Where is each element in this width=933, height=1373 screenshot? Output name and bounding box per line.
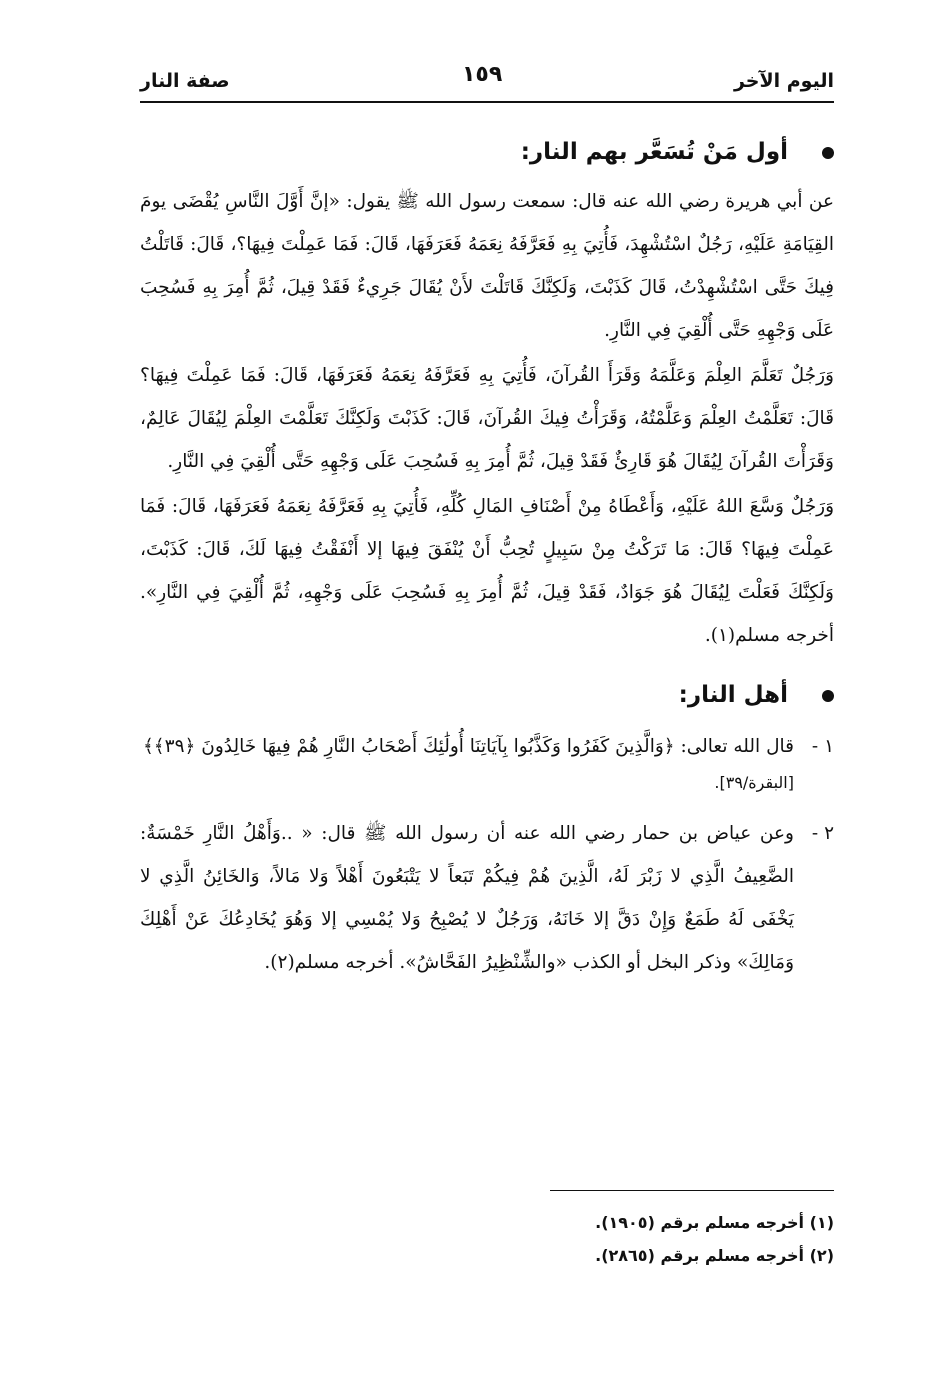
- running-header: [140, 62, 834, 98]
- footnote-divider: [550, 1190, 834, 1191]
- section-first-fueled: [140, 128, 834, 657]
- item-number: ٢ -: [811, 823, 834, 844]
- section-title-text: أهل النار:: [678, 682, 788, 708]
- bullet-icon: [822, 147, 834, 159]
- numbered-item: [140, 812, 834, 984]
- hadith-paragraph: عن أبي هريرة رضي الله عنه قال: سمعت رسول الله ﷺ يقول: «إنَّ أَوَّلَ النَّاسِ يُقْضَى يومَ القِيَامَةِ عَلَيْهِ، رَجُلٌ اسْتُشْهِدَ، فَأُتِيَ بِهِ فَعَرَّفَهُ نِعَمَهُ فَعَرَفَهَا، قَالَ: فَمَا عَمِلْتَ فِيهَا؟، قَالَ: قَاتَلْتُ فِيكَ حَتَّى اسْتُشْهِدْتُ، قَالَ كَذَبْتَ، وَلَكِنَّكَ قَاتَلْتَ لأَنْ يُقَالَ جَرِيءٌ فَقَدْ قِيلَ، ثُمَّ أُمِرَ بِهِ فَسُحِبَ عَلَى وَجْهِهِ حَتَّى أُلْقِيَ فِي النَّارِ.: [140, 191, 834, 341]
- footnotes: [140, 1206, 834, 1272]
- numbered-item: [140, 725, 834, 768]
- quran-verse: قال الله تعالى: ﴿وَالَّذِينَ كَفَرُوا وَكَذَّبُوا بِآيَاتِنَا أُولَٰئِكَ أَصْحَابُ النَّارِ هُمْ فِيهَا خَالِدُونَ ﴿٣٩﴾﴾: [142, 736, 794, 757]
- header-chapter-title: صفة النار: [140, 70, 230, 92]
- bullet-icon: [822, 690, 834, 702]
- item-number: ١ -: [811, 736, 834, 757]
- verse-citation: [البقرة/٣٩].: [714, 773, 794, 792]
- footnote: (٢) أخرجه مسلم برقم (٢٨٦٥).: [595, 1246, 834, 1265]
- hadith-paragraph: وَرَجُلٌ تَعَلَّمَ العِلْمَ وَعَلَّمَهُ وَقَرَأَ القُرآنَ، فَأُتِيَ بِهِ فَعَرَّفَهُ نِعَمَهُ فَعَرَفَهَا، قَالَ: فَمَا عَمِلْتَ فِيهَا؟ قَالَ: تَعَلَّمْتُ العِلْمَ وَعَلَّمْتُهُ، وَقَرَأْتُ فِيكَ القُرآنَ، قَالَ: كَذَبْتَ وَلَكِنَّكَ تَعَلَّمْتَ العِلْمَ لِيُقَالَ عَالِمٌ، وَقَرَأْتَ القُرآنَ لِيُقَالَ هُوَ قَارِئٌ فَقَدْ قِيلَ، ثُمَّ أُمِرَ بِهِ فَسُحِبَ عَلَى وَجْهِهِ حَتَّى أُلْقِيَ فِي النَّارِ.: [140, 365, 834, 472]
- page-number: ١٥٩: [462, 62, 503, 87]
- header-divider: [140, 101, 834, 103]
- section-people-of-fire: [140, 671, 834, 984]
- section-heading: [140, 671, 834, 719]
- header-book-title: اليوم الآخر: [733, 70, 834, 92]
- page-body: [140, 128, 834, 984]
- section-title-text: أول مَنْ تُسَعَّر بهم النار:: [520, 139, 788, 165]
- section-heading: [140, 128, 834, 176]
- footnote: (١) أخرجه مسلم برقم (١٩٠٥).: [595, 1213, 834, 1232]
- hadith-paragraph: وعن عياض بن حمار رضي الله عنه أن رسول الله ﷺ قال: « ..وَأَهْلُ النَّارِ خَمْسَةٌ: الضَّعِيفُ الَّذِي لا زَبْرَ لَهُ، الَّذِينَ هُمْ فِيكُمْ تَبَعاً لا يَتْبَعُونَ أَهْلاً وَلا مَالاً، وَالخَائِنُ الَّذِي لا يَخْفَى لَهُ طَمَعٌ وَإِنْ دَقَّ إلا خَانَهُ، وَرَجُلٌ لا يُصْبِحُ وَلا يُمْسِي إلا وَهُوَ يُخَادِعُكَ عَنْ أَهْلِكَ وَمَالِكَ» وذكر البخل أو الكذب «والشِّنْظِيرُ الفَحَّاشُ». أخرجه مسلم(٢).: [140, 823, 794, 973]
- hadith-paragraph: وَرَجُلٌ وَسَّعَ اللهُ عَلَيْهِ، وَأَعْطَاهُ مِنْ أَصْنَافِ المَالِ كُلِّهِ، فَأُتِيَ بِهِ فَعَرَّفَهُ نِعَمَهُ فَعَرَفَهَا، قَالَ: فَمَا عَمِلْتَ فِيهَا؟ قَالَ: مَا تَرَكْتُ مِنْ سَبِيلٍ تُحِبُّ أَنْ يُنْفَقَ فِيهَا إلا أَنْفَقْتُ فِيهَا لَكَ، قَالَ: كَذَبْتَ، وَلَكِنَّكَ فَعَلْتَ لِيُقَالَ هُوَ جَوَادٌ، فَقَدْ قِيلَ، ثُمَّ أُمِرَ بِهِ فَسُحِبَ عَلَى وَجْهِهِ، ثُمَّ أُلْقِيَ فِي النَّارِ». أخرجه مسلم(١).: [140, 496, 834, 646]
